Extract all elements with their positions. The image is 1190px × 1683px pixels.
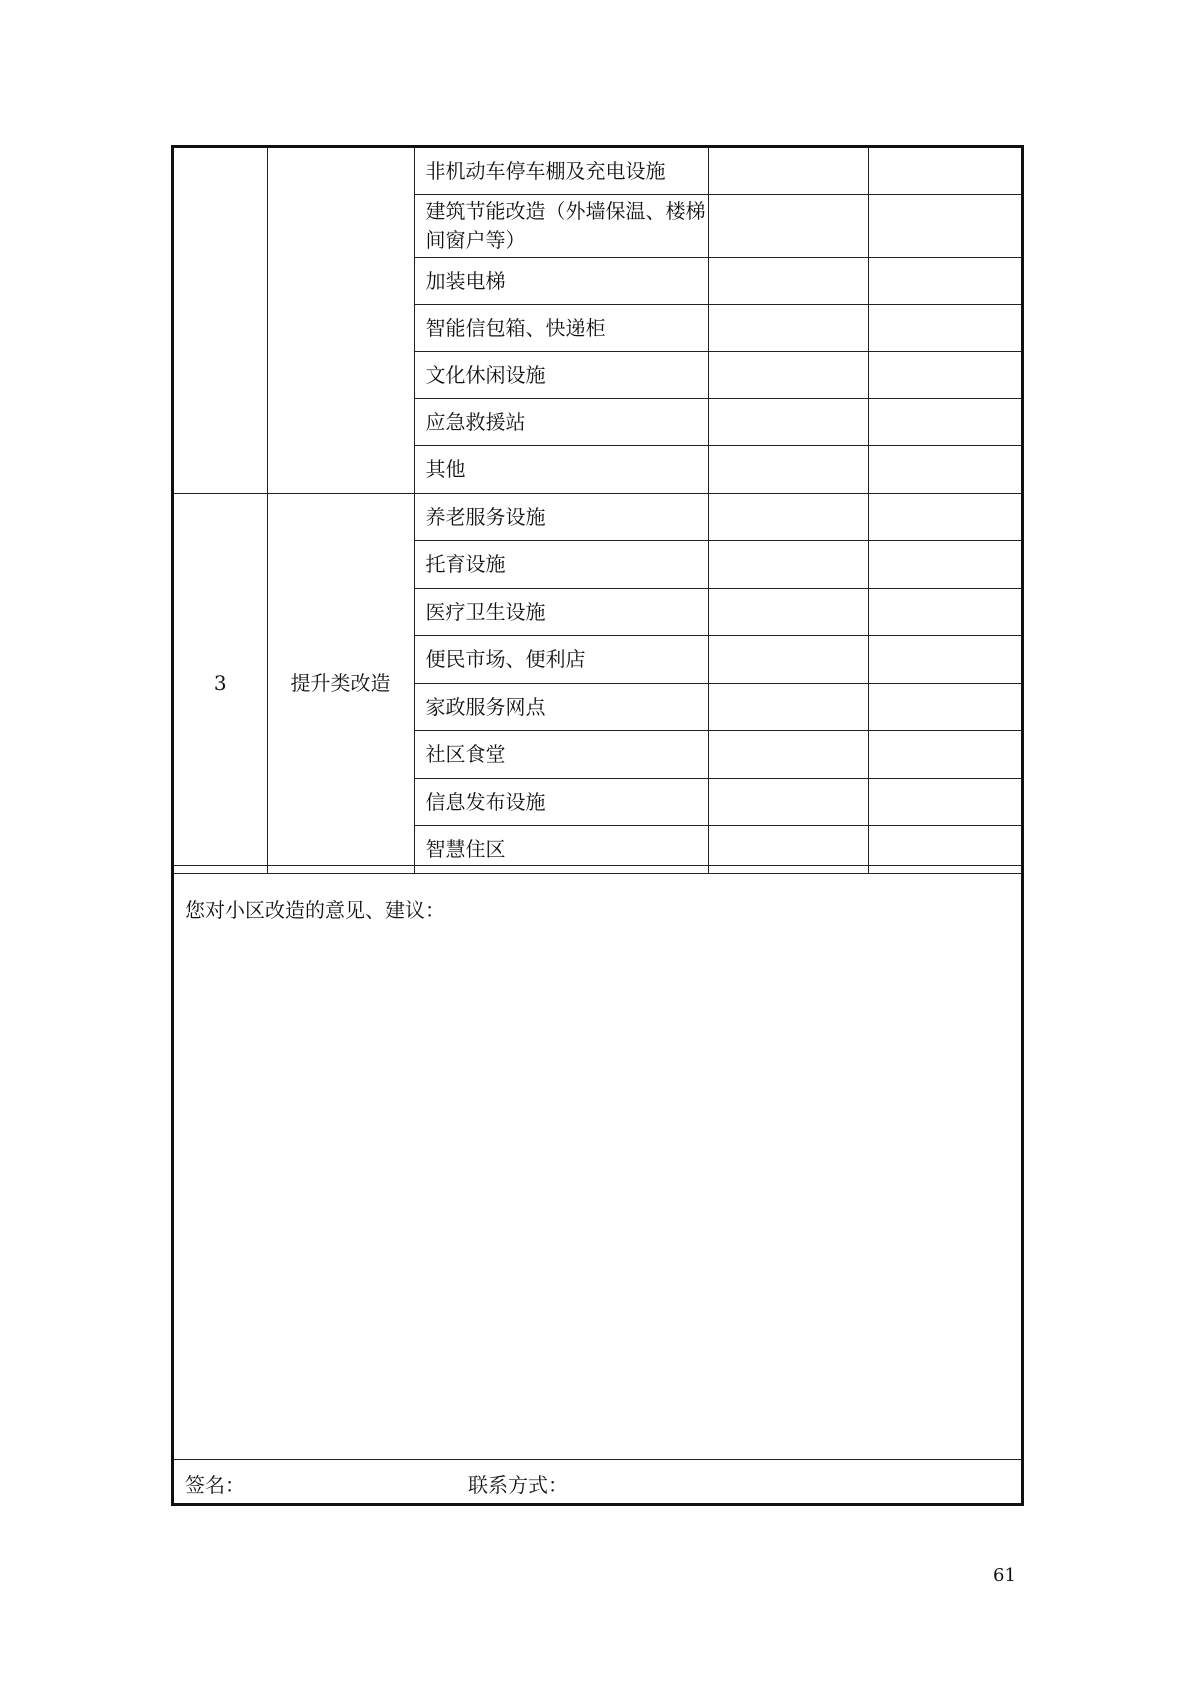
item-label: 非机动车停车棚及充电设施 [414, 148, 708, 195]
remark-cell[interactable] [868, 541, 1021, 589]
item-label: 智慧住区 [414, 826, 708, 874]
table-row [174, 494, 1021, 541]
item-label: 医疗卫生设施 [414, 589, 708, 636]
index-cell: 3 [174, 494, 267, 874]
item-label: 加装电梯 [414, 258, 708, 305]
signature-row [174, 1459, 1021, 1503]
remark-cell[interactable] [868, 399, 1021, 446]
renovation-items-table [174, 148, 1021, 874]
remark-cell[interactable] [868, 195, 1021, 258]
remark-cell[interactable] [868, 148, 1021, 195]
table-row [174, 148, 1021, 195]
remark-cell[interactable] [868, 731, 1021, 779]
item-label: 应急救援站 [414, 399, 708, 446]
remark-cell[interactable] [868, 589, 1021, 636]
answer-cell[interactable] [708, 305, 868, 352]
remark-cell[interactable] [868, 779, 1021, 826]
signature-label: 签名： [185, 1473, 245, 1497]
category-cell: 提升类改造 [267, 494, 414, 874]
answer-cell[interactable] [708, 684, 868, 731]
item-label: 其他 [414, 446, 708, 494]
item-label: 文化休闲设施 [414, 352, 708, 399]
page-number: 61 [993, 1565, 1016, 1586]
item-label: 社区食堂 [414, 731, 708, 779]
answer-cell[interactable] [708, 148, 868, 195]
answer-cell[interactable] [708, 636, 868, 684]
answer-cell[interactable] [708, 731, 868, 779]
contact-label: 联系方式： [468, 1473, 568, 1497]
item-label: 智能信包箱、快递柜 [414, 305, 708, 352]
item-label: 家政服务网点 [414, 684, 708, 731]
remark-cell[interactable] [868, 636, 1021, 684]
comments-label: 您对小区改造的意见、建议： [185, 898, 445, 922]
index-cell-continued [174, 148, 267, 494]
remark-cell[interactable] [868, 352, 1021, 399]
answer-cell[interactable] [708, 494, 868, 541]
answer-cell[interactable] [708, 779, 868, 826]
answer-cell[interactable] [708, 589, 868, 636]
remark-cell[interactable] [868, 684, 1021, 731]
answer-cell[interactable] [708, 258, 868, 305]
item-label: 养老服务设施 [414, 494, 708, 541]
answer-cell[interactable] [708, 541, 868, 589]
category-cell-continued [267, 148, 414, 494]
survey-form [171, 145, 1024, 1506]
item-label: 建筑节能改造（外墙保温、楼梯间窗户等） [414, 195, 708, 258]
answer-cell[interactable] [708, 446, 868, 494]
answer-cell[interactable] [708, 399, 868, 446]
item-label: 托育设施 [414, 541, 708, 589]
answer-cell[interactable] [708, 195, 868, 258]
item-label: 便民市场、便利店 [414, 636, 708, 684]
remark-cell[interactable] [868, 305, 1021, 352]
remark-cell[interactable] [868, 446, 1021, 494]
remark-cell[interactable] [868, 494, 1021, 541]
item-label: 信息发布设施 [414, 779, 708, 826]
answer-cell[interactable] [708, 352, 868, 399]
comments-area[interactable] [174, 865, 1021, 1459]
remark-cell[interactable] [868, 258, 1021, 305]
